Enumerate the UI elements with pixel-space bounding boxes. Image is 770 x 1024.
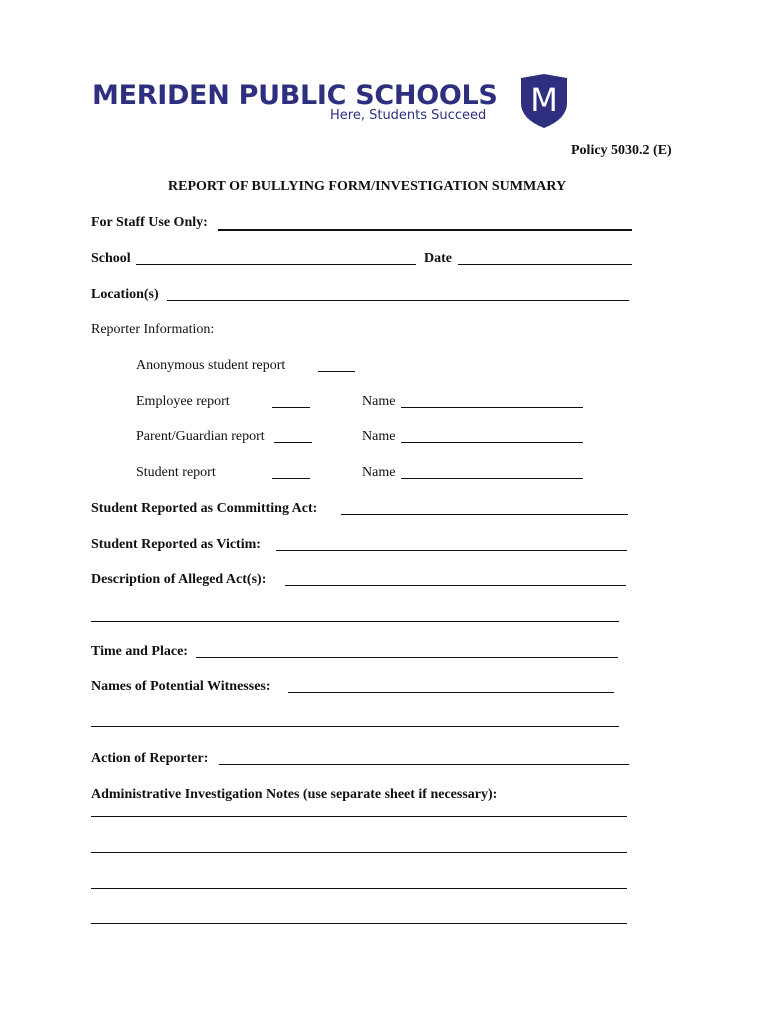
admin-notes-line-2[interactable] xyxy=(91,852,627,853)
witnesses-line[interactable] xyxy=(288,692,614,693)
committing-act-line[interactable] xyxy=(341,514,628,515)
employee-name-label: Name xyxy=(362,394,396,409)
victim-label: Student Reported as Victim: xyxy=(91,537,261,552)
admin-notes-line-3[interactable] xyxy=(91,888,627,889)
employee-name-line[interactable] xyxy=(401,407,583,408)
time-place-line[interactable] xyxy=(196,657,618,658)
description-label: Description of Alleged Act(s): xyxy=(91,572,267,587)
time-place-label: Time and Place: xyxy=(91,644,188,659)
logo-wordmark: MERIDEN PUBLIC SCHOOLS xyxy=(92,80,498,111)
date-label: Date xyxy=(424,251,452,266)
description-line-2[interactable] xyxy=(91,621,619,622)
student-name-line[interactable] xyxy=(401,478,583,479)
employee-report-label: Employee report xyxy=(136,394,230,409)
logo-tagline: Here, Students Succeed xyxy=(330,108,487,123)
student-report-label: Student report xyxy=(136,465,216,480)
anonymous-report-label: Anonymous student report xyxy=(136,358,286,373)
staff-use-label: For Staff Use Only: xyxy=(91,215,208,230)
school-shield-logo-icon xyxy=(518,73,570,129)
staff-use-line[interactable] xyxy=(218,229,632,231)
parent-report-label: Parent/Guardian report xyxy=(136,429,265,444)
anonymous-report-blank[interactable] xyxy=(318,371,355,372)
student-name-label: Name xyxy=(362,465,396,480)
date-line[interactable] xyxy=(458,264,632,265)
admin-notes-label: Administrative Investigation Notes (use separate sheet if necessary): xyxy=(91,787,498,802)
parent-report-blank[interactable] xyxy=(274,442,312,443)
admin-notes-line-1[interactable] xyxy=(91,816,627,817)
action-line[interactable] xyxy=(219,764,629,765)
locations-label: Location(s) xyxy=(91,287,159,302)
action-label: Action of Reporter: xyxy=(91,751,209,766)
school-line[interactable] xyxy=(136,264,416,265)
admin-notes-line-4[interactable] xyxy=(91,923,627,924)
description-line[interactable] xyxy=(285,585,626,586)
form-title: REPORT OF BULLYING FORM/INVESTIGATION SUMMARY xyxy=(168,179,567,194)
employee-report-blank[interactable] xyxy=(272,407,310,408)
reporter-info-label: Reporter Information: xyxy=(91,322,215,337)
parent-name-label: Name xyxy=(362,429,396,444)
student-report-blank[interactable] xyxy=(272,478,310,479)
parent-name-line[interactable] xyxy=(401,442,583,443)
shield-letter: M xyxy=(530,81,558,119)
witnesses-line-2[interactable] xyxy=(91,726,619,727)
committing-act-label: Student Reported as Committing Act: xyxy=(91,501,318,516)
witnesses-label: Names of Potential Witnesses: xyxy=(91,679,271,694)
policy-number: Policy 5030.2 (E) xyxy=(571,143,672,158)
locations-line[interactable] xyxy=(167,300,629,301)
school-label: School xyxy=(91,251,131,266)
victim-line[interactable] xyxy=(276,550,627,551)
